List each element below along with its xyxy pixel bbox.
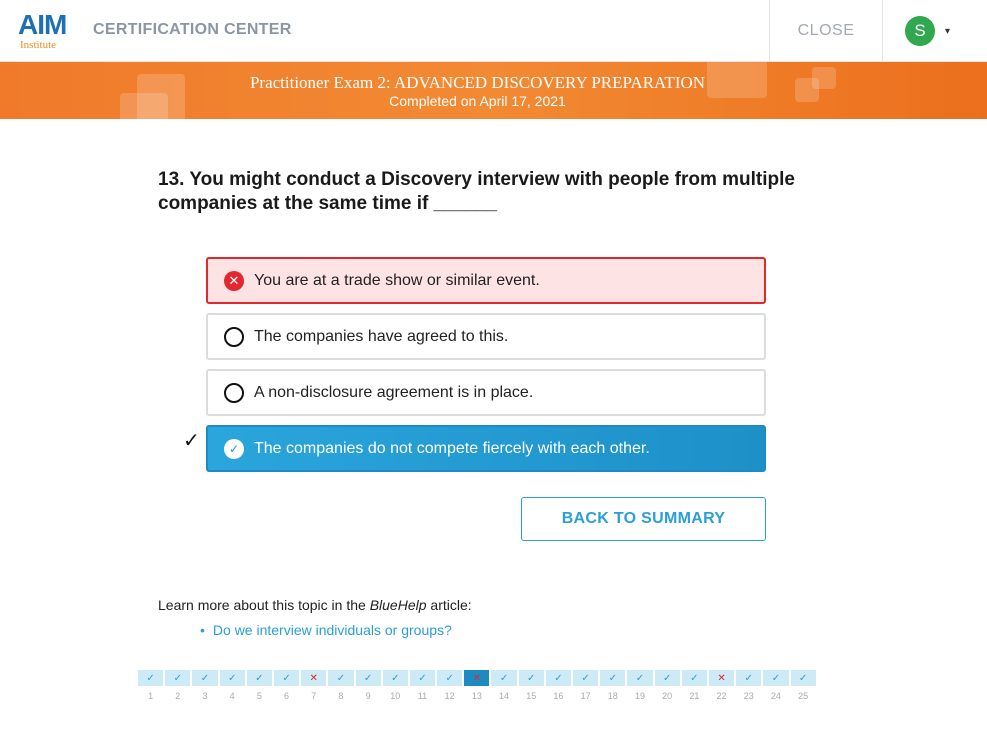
progress-question-14[interactable]	[491, 670, 516, 701]
progress-number: 17	[580, 691, 591, 701]
top-bar	[0, 0, 987, 62]
correct-icon: ✓	[220, 670, 245, 686]
progress-question-3[interactable]	[192, 670, 217, 701]
progress-number: 1	[148, 691, 154, 701]
radio-empty-icon	[224, 383, 244, 403]
progress-question-9[interactable]	[356, 670, 381, 701]
correct-icon: ✓	[383, 670, 408, 686]
progress-question-8[interactable]	[328, 670, 353, 701]
progress-number: 14	[499, 691, 510, 701]
correct-icon: ✓	[682, 670, 707, 686]
back-to-summary-button[interactable]: BACK TO SUMMARY	[521, 497, 766, 541]
progress-question-13[interactable]	[464, 670, 489, 701]
progress-question-5[interactable]	[247, 670, 272, 701]
correct-icon: ✓	[519, 670, 544, 686]
progress-number: 24	[770, 691, 781, 701]
learn-more-prefix: Learn more about this topic in the	[158, 597, 370, 613]
correct-icon: ✓	[627, 670, 652, 686]
correct-icon: ✓	[573, 670, 598, 686]
learn-more-source: BlueHelp	[369, 597, 427, 613]
answer-option-1[interactable]	[206, 257, 766, 304]
wrong-answer-icon: ✕	[224, 271, 244, 291]
progress-number: 15	[526, 691, 537, 701]
progress-question-6[interactable]	[274, 670, 299, 701]
incorrect-icon: ✕	[709, 670, 734, 686]
progress-number: 9	[365, 691, 371, 701]
progress-question-21[interactable]	[682, 670, 707, 701]
correct-icon: ✓	[138, 670, 163, 686]
answer-option-4[interactable]	[206, 425, 766, 472]
progress-question-18[interactable]	[600, 670, 625, 701]
answer-label: You are at a trade show or similar event.	[254, 271, 540, 289]
logo-text: AIM	[18, 9, 67, 40]
progress-number: 25	[798, 691, 809, 701]
answer-option-2[interactable]	[206, 313, 766, 360]
progress-number: 22	[716, 691, 727, 701]
correct-icon: ✓	[410, 670, 435, 686]
correct-icon: ✓	[791, 670, 816, 686]
aim-institute-logo[interactable]	[16, 9, 67, 52]
progress-number: 18	[607, 691, 618, 701]
exam-completed-date: Completed on April 17, 2021	[389, 93, 566, 109]
progress-question-11[interactable]	[410, 670, 435, 701]
progress-number: 8	[338, 691, 344, 701]
progress-number: 23	[743, 691, 754, 701]
correct-icon: ✓	[491, 670, 516, 686]
correct-icon: ✓	[356, 670, 381, 686]
exam-title: Practitioner Exam 2: ADVANCED DISCOVERY PREPARATION	[249, 73, 706, 92]
progress-number: 13	[471, 691, 482, 701]
correct-icon: ✓	[328, 670, 353, 686]
answer-label: The companies have agreed to this.	[254, 327, 509, 345]
progress-number: 2	[175, 691, 181, 701]
progress-number: 19	[634, 691, 645, 701]
incorrect-icon: ✕	[301, 670, 326, 686]
progress-question-1[interactable]	[138, 670, 163, 701]
correct-icon: ✓	[247, 670, 272, 686]
progress-number: 5	[256, 691, 262, 701]
app-title: CERTIFICATION CENTER	[93, 21, 292, 38]
correct-icon: ✓	[763, 670, 788, 686]
correct-answer-icon: ✓	[224, 439, 244, 459]
question-progress-strip	[138, 670, 816, 701]
correct-icon: ✓	[546, 670, 571, 686]
progress-number: 4	[229, 691, 235, 701]
progress-number: 12	[444, 691, 455, 701]
progress-question-16[interactable]	[546, 670, 571, 701]
learn-more-suffix: article:	[426, 597, 472, 613]
learn-more-text	[158, 597, 472, 613]
progress-question-20[interactable]	[655, 670, 680, 701]
progress-question-4[interactable]	[220, 670, 245, 701]
progress-number: 3	[202, 691, 208, 701]
progress-question-2[interactable]	[165, 670, 190, 701]
incorrect-icon: ✕	[464, 670, 489, 686]
progress-number: 10	[390, 691, 401, 701]
correct-icon: ✓	[437, 670, 462, 686]
progress-question-19[interactable]	[627, 670, 652, 701]
chevron-down-icon[interactable]: ▾	[945, 25, 951, 37]
progress-question-10[interactable]	[383, 670, 408, 701]
avatar[interactable]: S	[905, 16, 935, 46]
progress-question-23[interactable]	[736, 670, 761, 701]
progress-question-7[interactable]	[301, 670, 326, 701]
progress-question-15[interactable]	[519, 670, 544, 701]
progress-question-17[interactable]	[573, 670, 598, 701]
correct-icon: ✓	[274, 670, 299, 686]
close-button[interactable]: CLOSE	[769, 0, 883, 62]
correct-answer-check-icon: ✓	[183, 430, 200, 452]
progress-question-22[interactable]	[709, 670, 734, 701]
correct-icon: ✓	[192, 670, 217, 686]
logo-subtext: Institute	[20, 39, 57, 51]
progress-number: 21	[689, 691, 700, 701]
progress-number: 11	[417, 691, 428, 701]
bluehelp-article-link[interactable]: • Do we interview individuals or groups?	[200, 622, 452, 638]
correct-icon: ✓	[736, 670, 761, 686]
progress-number: 20	[662, 691, 673, 701]
progress-number: 6	[284, 691, 290, 701]
progress-question-12[interactable]	[437, 670, 462, 701]
correct-icon: ✓	[600, 670, 625, 686]
progress-number: 7	[311, 691, 317, 701]
correct-icon: ✓	[655, 670, 680, 686]
progress-question-25[interactable]	[791, 670, 816, 701]
exam-banner	[0, 62, 987, 119]
progress-number: 16	[553, 691, 564, 701]
question-text: 13. You might conduct a Discovery interview with people from multiple companies at the same time if ______	[158, 169, 795, 214]
answer-label: The companies do not compete fiercely with each other.	[254, 439, 650, 457]
answer-label: A non-disclosure agreement is in place.	[254, 383, 534, 401]
radio-empty-icon	[224, 327, 244, 347]
user-menu[interactable]	[905, 16, 950, 46]
progress-question-24[interactable]	[763, 670, 788, 701]
answer-option-3[interactable]	[206, 369, 766, 416]
correct-icon: ✓	[165, 670, 190, 686]
